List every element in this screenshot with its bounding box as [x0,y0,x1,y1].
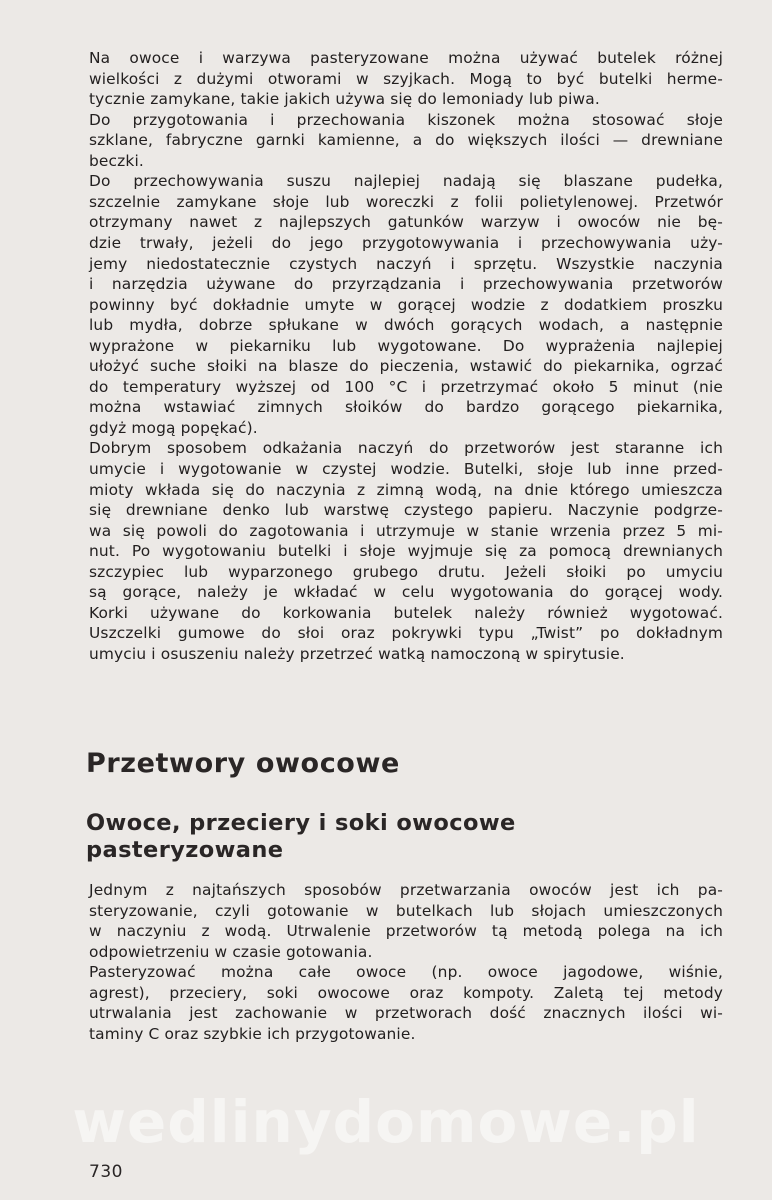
text-line: beczki. [89,151,144,170]
text-line: otrzymany nawet z najlepszych gatunków warzyw i owoców nie bę- [89,213,723,232]
text-line: agrest), przeciery, soki owocowe oraz kompoty. Zaletą tej metody [89,983,723,1002]
text-line: umycie i wygotowanie w czystej wodzie. Butelki, słoje lub inne przed- [89,460,723,478]
text-line: wa się powoli do zagotowania i utrzymuje w stanie wrzenia przez 5 mi- [89,521,723,540]
text-line: dzie trwały, jeżeli do jego przygotowywania i przechowywania uży- [89,233,723,252]
text-line: gdyż mogą popękać). [89,418,258,437]
text-line: odpowietrzeniu w czasie gotowania. [89,942,373,961]
text-line: szczypiec lub wyparzonego grubego drutu. Jeżeli słoiki po umyciu [89,562,723,581]
watermark: wedlinydomowe.pl [72,1088,700,1156]
text-line: wyprażone w piekarniku lub wygotowane. Do wyprażenia najlepiej [89,336,723,355]
text-line: steryzowanie, czyli gotowanie w butelkach lub słojach umieszczonych [89,901,723,920]
text-line: lub mydła, dobrze spłukane w dwóch gorących wodach, a następnie [89,316,723,335]
text-line: powinny być dokładnie umyte w gorącej wodzie z dodatkiem proszku [89,295,723,314]
text-line: Dobrym sposobem odkażania naczyń do przetworów jest staranne ich [89,439,723,458]
text-line: Uszczelki gumowe do słoi oraz pokrywki typu „Twist” po dokładnym [89,624,723,643]
text-line: Do przechowywania suszu najlepiej nadają się blaszane pudełka, [89,172,723,191]
text-line: Jednym z najtańszych sposobów przetwarzania owoców jest ich pa- [89,881,723,899]
text-line: Do przygotowania i przechowania kiszonek można stosować słoje [89,110,723,129]
text-line: Na owoce i warzywa pasteryzowane można używać butelek różnej [89,49,723,67]
text-line: utrwalania jest zachowanie w przetworach dość znacznych ilości wi- [89,1004,723,1023]
section-heading-line-1: Owoce, przeciery i soki owocowe [86,810,516,836]
text-line: można wstawiać zimnych słoików do bardzo gorącego piekarnika, [89,398,723,417]
text-line: i narzędzia używane do przyrządzania i przechowywania przetworów [89,275,723,294]
text-line: taminy C oraz szybkie ich przygotowanie. [89,1024,416,1043]
text-line: wielkości z dużymi otworami w szyjkach. Mogą to być butelki herme- [89,69,723,88]
page-number: 730 [89,1162,123,1182]
chapter-heading: Przetwory owocowe [86,748,400,779]
section-heading-line-2: pasteryzowane [86,837,284,863]
text-line: ułożyć suche słoiki na blasze do pieczenia, wstawić do piekarnika, ogrzać [89,357,723,376]
text-line: Pasteryzować można całe owoce (np. owoce jagodowe, wiśnie, [89,963,723,982]
text-line: szklane, fabryczne garnki kamienne, a do większych ilości — drewniane [89,131,723,150]
text-line: są gorące, należy je wkładać w celu wygotowania do gorącej wody. [89,583,723,602]
text-line: w naczyniu z wodą. Utrwalenie przetworów tą metodą polega na ich [89,922,723,941]
text-line: szczelnie zamykane słoje lub woreczki z folii polietylenowej. Przetwór [89,192,723,211]
text-line: do temperatury wyższej od 100 °C i przetrzymać około 5 minut (nie [89,377,723,396]
text-line: Korki używane do korkowania butelek należy również wygotować. [89,603,723,622]
text-line: umyciu i osuszeniu należy przetrzeć watką namoczoną w spirytusie. [89,644,625,663]
text-line: tycznie zamykane, takie jakich używa się do lemoniady lub piwa. [89,90,600,109]
text-line: się drewniane denko lub warstwę czystego papieru. Naczynie podgrze- [89,501,723,520]
text-line: mioty wkłada się do naczynia z zimną wodą, na dnie którego umieszcza [89,480,723,499]
text-line: jemy niedostatecznie czystych naczyń i sprzętu. Wszystkie naczynia [89,254,723,273]
text-line: nut. Po wygotowaniu butelki i słoje wyjmuje się za pomocą drewnianych [89,542,723,561]
